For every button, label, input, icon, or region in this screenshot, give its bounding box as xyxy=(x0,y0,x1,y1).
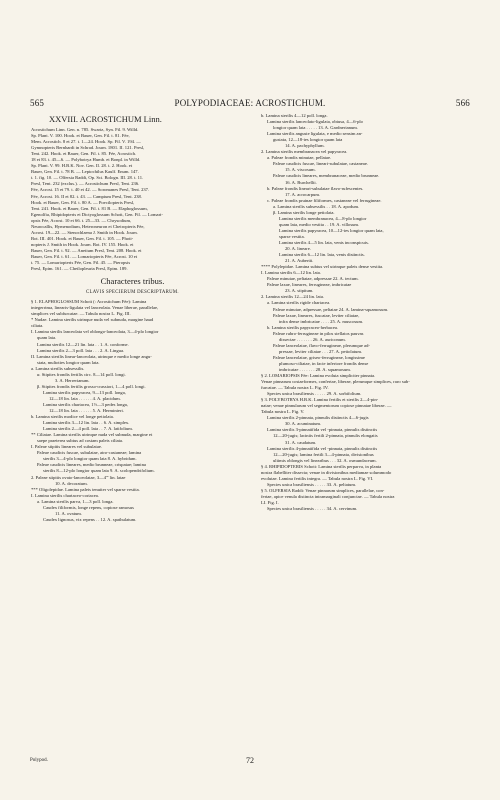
right-column-line: gustata, 12—18-ies longior quam lata xyxy=(273,137,343,143)
right-column-line: Paleae minutae, peltatae, adpressae 22. A. tectum. xyxy=(267,276,359,282)
left-column-line: Bauer, Gen. Fil. t. 92. — Anetium Presl, Tent. 208. Hook. et xyxy=(31,247,142,253)
right-column-line: LI. Fig. I. xyxy=(261,500,279,505)
right-column-line: Paleae minutae, adpressae, peltatae 24. A. lamina-squamosum. xyxy=(273,306,389,312)
left-column-line: opsis Fée, Acrost. 10 et 66. t. 25—33. — Chrysodium, xyxy=(31,217,132,223)
left-column-line: Egenolfia, Rhipidopteris et Dictyoglossum Schott, Gen. Fil. — Lomari- xyxy=(31,211,163,217)
right-column-line: Paleae caudicis fuscae, lineari-subulatae, castaneae. xyxy=(273,161,369,167)
left-column-line: § 1. ELAPHOGLOSSUM Schott (: Acrostichum Fée): Lamina xyxy=(31,299,147,305)
left-column-line: t. 1. fig. 10. — Olfersia Raddi, Op. Sci. Bologn. III. 28. t. 11. xyxy=(31,175,144,181)
left-column xyxy=(31,114,234,523)
right-column-line: 2. Lamina sterilis membranacea vel papyracea. xyxy=(261,149,348,155)
right-column-line: b. Paleae frondis lineari-subulatae flavo-rufescentes. xyxy=(267,185,364,191)
left-column-line: CLAVIS SPECIERUM DESCRIPTARUM. xyxy=(86,290,179,296)
right-column-line: 17. A. acrocarpum. xyxy=(285,191,321,197)
signature-mark: Polypod. xyxy=(30,758,48,763)
left-column-line: Characteres tribus. xyxy=(100,276,165,287)
left-column-line: 18 et 83. t. 45—6. — Polybotrya Humb. et Bonpl. in Willd. xyxy=(31,157,141,163)
right-column-line: Tabula nostra L. Fig. V. xyxy=(261,409,305,415)
right-column-line: Paleae laxae, lineares, ferrugineae, imbricatae xyxy=(267,282,352,288)
right-column-line: Paleae lanceolatae, griseo-ferrugineae, longissime xyxy=(273,354,365,360)
left-column-line: Paleae caudicis lineares, medio brunneae, crispatae; lamina xyxy=(37,462,146,468)
left-column-line: Acrostichum Linn. Gen. n. 785. Swartz, Syn. Fil. 9. Willd. xyxy=(31,127,139,132)
sheet-number: 72 xyxy=(246,756,254,765)
left-column-line: Presl, Tent. 232 (exclus.). — Acrostichum Presl, Tent. 236. xyxy=(31,181,140,187)
right-column-line: 14. A. pachyphyllum. xyxy=(285,143,325,149)
right-column-line: I. Lamina sterilis 6—12 lin. lata. xyxy=(261,270,321,276)
left-column-line: Paleae caudicis fuscae, subulatae, atro-castaneae; lamina xyxy=(37,450,142,456)
right-column-line: ultimis oblongis vel linearibus . . . 32. A. osmundaceum. xyxy=(273,457,377,463)
left-column-line: sterilis 3—4-plo longior quam lata 8. A. hybridum. xyxy=(43,456,137,462)
right-column-line: **** Polylepidae. Lamina subtus vel utrinque paleis dense vestita. xyxy=(261,264,384,270)
right-column-line: Lamina sterilis lanceolato-ligulata, obtusa, 4—6-plo xyxy=(267,119,363,125)
left-column-line: Sp. Plant. V. 99. H.B.K. Nov. Gen. II. 28. t. 2. Hook. et xyxy=(31,163,133,169)
right-column-line: longior quam lata . . . . . 13. A. Gardnerianum. xyxy=(273,125,358,131)
right-column-line: 15. A. viscosum. xyxy=(285,167,316,173)
left-column-line: Gymnopteris Bernhardi in Schrad. Journ. 1801. II. 121. Presl, xyxy=(31,145,145,151)
right-column-line: 12—20-jugis; laciniis fertili 2-pinnata, pinnulis elongatis xyxy=(273,433,378,439)
right-column-line: 20. A. lineare. xyxy=(285,246,311,252)
left-column-line: ciliata. xyxy=(31,323,44,329)
right-column-line: 21. A. Aubertii. xyxy=(285,258,314,264)
right-column-line: § 5. OLFERSIA Raddi: Venae pinnarum simplices, parallelae, con- xyxy=(261,487,385,493)
right-column-line: Lamina sterilis 4-pinnatifida vel -pinnata, pinnulis distinctis xyxy=(267,445,378,451)
right-column-line: § 4. RHIPIDOPTERIS Schott: Lamina sterilis perparva, in planta xyxy=(261,463,382,469)
page-footer xyxy=(30,758,470,768)
right-column-line: Paleae laxae, lineares, fuscatae, leviter ciliatae, xyxy=(273,312,360,318)
left-column-line: 11. A. ovatum. xyxy=(55,510,83,516)
right-column-line: 31. A. caudatum. xyxy=(285,439,317,445)
right-column-line: fertae, apice venula distincta intramarginali conjunctae. — Tabula nostra xyxy=(261,493,395,499)
right-column-line: Lamina sterilis anguste ligulata, e medio sensim an- xyxy=(267,131,363,137)
right-column-line: Paleae rubro-ferrugineae in pilos stellatos pauvas xyxy=(273,330,364,336)
left-column-line: I. Lamina sterilis chartaceo-coriacea. xyxy=(31,492,99,498)
left-column-line: Sp. Plant. V. 100. Hook. et Bauer, Gen. Fil. t. 81. Fée, xyxy=(31,133,130,139)
left-column-line: sterilis 8—12-plo longior quam lata 9. A. scolopendrifolium. xyxy=(43,468,155,474)
left-column-line: Hook. et Bauer, Gen. Fil. t. 80 A. — Poecilopteris Presl, xyxy=(31,199,135,205)
left-column-line: I. Lamina sterilis lanceolata vel oblongo-lanceolata, 3—4-plo longior xyxy=(31,329,159,335)
left-column-line: Bauer, Gen. Fil. t. 78 B. — Leptochilus Kaulf. Enum. 147. xyxy=(31,169,139,175)
left-column-line: XXVIII. ACROSTICHUM Linn. xyxy=(49,114,162,124)
right-column-line: Lamina sterilis 6—12 lin. lata, venis distinctis. xyxy=(279,252,365,258)
left-column-line: integerrima, linearis-ligulata vel lanceolata. Venae liberae, parallelae, xyxy=(31,305,159,311)
left-column-line: t. 75. — Lomariopteris Fée, Gen. Fil. 45. — Pteropsis xyxy=(31,260,131,266)
right-column-line: a. Lamina sterilis subsessilis . . 18. A. apodum. xyxy=(273,203,360,209)
right-column-line: 12—20-jugis; lamina fertili 3—4-pinnata, divisionibus xyxy=(273,451,374,457)
right-column-line: pressae, leviter ciliatae . . . 27. A. petiolatum. xyxy=(279,348,363,354)
left-column-line: Mem. Acrostich. 8 et 27. t. 1—24. Hook. Sp. Fil. V. 194. — xyxy=(31,139,141,145)
right-column-line: b. Lamina sterilis papyraceo-herbacea. xyxy=(267,324,339,330)
right-column-line: Lamina sterilis 2-pinnata, pinnulis distinctis 4—6-jugis xyxy=(267,415,369,421)
left-column-line: 2. Paleae stipitis ovato-lanceolatae, 3—4''' lin. latae xyxy=(31,474,126,480)
right-column-line: Paleae lanceolatae, flavo-ferrugineae, plerumque ad- xyxy=(273,342,370,348)
right-column-line: nostra flabelliter dissecta; venae in divisionibus mediamae solummodo xyxy=(261,469,392,475)
left-column-line: nopteris J. Smith in Hook. Journ. Bot. IV. 155. Hook. et xyxy=(31,241,134,247)
right-column-line: Lamina sterilis membranacea, 4—8-plo longior xyxy=(279,215,367,221)
right-column-line: a. Paleae frondis minutae, pellatae. xyxy=(267,155,332,161)
left-column-line: Lamina sterilis 3—12 lin. lata . . 6. A. simplex. xyxy=(43,420,130,426)
left-column-line: 3. A. Herrerianum. xyxy=(55,377,90,383)
page-number-left: 565 xyxy=(30,98,45,108)
right-column-line: 23. A. stipitum. xyxy=(285,288,314,294)
right-column-line: sparse vestita. xyxy=(279,233,305,239)
left-column-line: Presl, Epim. 161. — Cheilopleuria Presl, Epim. 189. xyxy=(31,266,128,272)
right-column-line: b. Lamina sterilis 4—12 poll. longa. xyxy=(261,113,328,118)
right-column-line: furcatae. — Tabula nostra L. Fig. IV. xyxy=(261,385,329,391)
left-column-line: Lamina sterilis papyracea, 9—13 poll. longa, xyxy=(43,389,126,395)
left-column-line: Fée, Acrost. 16. II et 82. t. 43. — Campium Presl, Tent. 238. xyxy=(31,193,142,199)
page-number-right: 566 xyxy=(455,98,470,108)
left-column-line: * Nudae. Lamina sterilis utrinque nuda vel subnuda, margine haud xyxy=(31,317,154,323)
left-column-line: a. Lamina sterilis parva, 1—3 poll. longa. xyxy=(37,498,114,504)
right-column-line: Species unica brasiliensis . . . . . 33. A. peltatum. xyxy=(267,481,357,487)
left-column-line: α. Stipites frondis fertilis circ. 8—14 poll. longi. xyxy=(37,371,126,377)
left-column-line: Bauer, Gen. Fil. t. 61. — Lomariopteris Fée, Acrost. 10 et xyxy=(31,253,138,259)
right-column-line: quam lata, medio vestita . . 19. A. villosum. xyxy=(279,221,360,227)
right-column-line: Species unica brasiliensis . . . . . 34. A. cervinum. xyxy=(267,506,358,512)
left-column-line: simplices vel subfurcatae. — Tabula nostra L. Fig. III. xyxy=(31,311,131,317)
right-column-line: Lamina sterilis papyracea, 10—12-ies longior quam lata, xyxy=(279,227,384,233)
right-column-line: Species unica brasiliensis . . . . . 29. A. sorbifolium. xyxy=(267,391,362,397)
right-column-line: Lamina sterilis 3-pinnatifida vel -pinnata, pinnulis distinctis xyxy=(267,427,378,433)
left-column-line: *** Oligolepidae. Lamina paleis tenuiter vel sparse vestita. xyxy=(31,486,140,492)
left-column-line: I. Paleae stipitis lineares vel subulatae. xyxy=(31,444,103,450)
left-column-line: Caudex lignosus, vix repens . . 12. A. spathulatum. xyxy=(43,516,137,522)
right-column-line: β. Lamina sterilis longe petiolata. xyxy=(273,209,335,215)
right-column-line: natae; venae pinnularum vel segmentorum copiose pinnatae liberae. — xyxy=(261,403,392,409)
running-title: POLYPODIACEAE: ACROSTICHUM. xyxy=(174,98,326,108)
right-column-line: § 3. POLYBOTRYA H.B.K. Lamina fertilis et sterilis 2—4-pin- xyxy=(261,397,379,403)
right-column xyxy=(261,113,464,512)
left-column-line: Lamina sterilis chartacea, 1½—3 pedes longa, xyxy=(43,401,128,407)
left-column-line: II. Lamina sterilis linear-lanceolata, utrinque e medio longe angu- xyxy=(31,353,152,359)
right-column-line: 16. A. Burchellii. xyxy=(285,179,317,185)
page-header xyxy=(30,98,470,112)
right-column-line: § 2. LOMARIOPSIS Fée: Lamina evoluta simpliciter pinnata. xyxy=(261,373,376,379)
left-column-line: 10. A. decoratum. xyxy=(55,480,88,486)
left-column-line: Fée, Acrost. 15 et 79. t. 40 et 42. — Soromanes Presl, Tent. 237. xyxy=(31,187,150,193)
left-column-line: Neurocallis, Hymenodium, Heteroneuron et Cheiropteris Fée, xyxy=(31,223,145,229)
left-column-line: 12—18 lin. lata . . . . . . 4. A. placidum. xyxy=(49,395,121,401)
left-column-line: 12—18 lin. lata . . . . . . 5. A. Herminieri. xyxy=(49,408,124,414)
left-column-line: ** Ciliatae. Lamina sterilis utrinque nuda vel subnuda, margine et xyxy=(31,432,153,438)
left-column-line: stata, multoties longior quam lata. xyxy=(37,359,100,365)
left-column-line: Bot. III. 401. Hook. et Bauer, Gen. Fil. t. 105. — Photi- xyxy=(31,235,134,241)
left-column-line: Tent. 242. Hook. et Bauer, Gen. Fil. t. 85. Fée, Acrostich. xyxy=(31,151,137,157)
right-column-line: c. Paleae frondis pruinae filiformes, castaneae vel ferrugineae. xyxy=(267,197,382,203)
left-column-line: Acrost. 19—22. — Stenochlaena J. Smith in Hook. Journ. xyxy=(31,229,138,235)
right-column-line: evolutae. Lamina fertilis integra. — Tabula nostra L. Fig. VI. xyxy=(261,475,374,481)
left-column-line: β. Stipites frondis fertilis grosso-crassiori, 1—4 poll. longi. xyxy=(37,383,146,389)
right-column-line: Lamina sterilis 4—5 lin. lata, venis inconspicuis. xyxy=(279,239,369,245)
right-column-line: a. Lamina sterilis rigide chartacea. xyxy=(267,300,331,306)
right-column-line: imbricatae . . . . . . . 28. A. squamosum. xyxy=(279,366,351,372)
left-column-line: a. Lamina sterilis subsessilis. xyxy=(31,365,85,371)
right-column-line: Venae pinnarum costaeformes, confertae, liberae, plerumque simplices, raro sub- xyxy=(261,379,410,385)
right-column-line: Paleae caudicis lineares, membranaceae, medio brunneae. xyxy=(273,173,380,179)
right-column-line: plumoso-ciliatae, in facie inferiore frondis dense xyxy=(279,360,369,366)
left-column-line: Tent. 241. Hook. et Bauer, Gen. Fil. t. 81 B. — Elaphoglossum, xyxy=(31,205,148,211)
left-column-line: saepe praeterea subtus ad costam paleis ciliata. xyxy=(37,438,124,444)
left-column-line: Caudex filiformis, longe repens, copiose ramosus xyxy=(43,504,134,510)
left-column-line: b. Lamina sterilis modice vel longe petiolata. xyxy=(31,414,114,420)
left-column-line: quam lata. xyxy=(37,335,57,341)
left-column-line: Lamina sterilis 2—3 poll. lata . . . 2. A. Lingua. xyxy=(37,347,125,353)
right-column-line: 30. A. acuminatum. xyxy=(285,421,322,427)
left-column-line: Lamina sterilis 12—21 lin. lata . . 1. A. conforme. xyxy=(37,341,129,347)
right-column-line: 2. Lamina sterilis 12—24 lin. lata. xyxy=(261,294,325,300)
left-column-line: Lamina sterilis 2—4 poll. lata . . 7. A. latifolium. xyxy=(43,426,133,432)
right-column-line: dissectae . . . . . . . 26. A. auriconum. xyxy=(279,336,346,342)
right-column-line: infra dense imbricatae . . . . 25. A. muscosum. xyxy=(279,318,364,324)
